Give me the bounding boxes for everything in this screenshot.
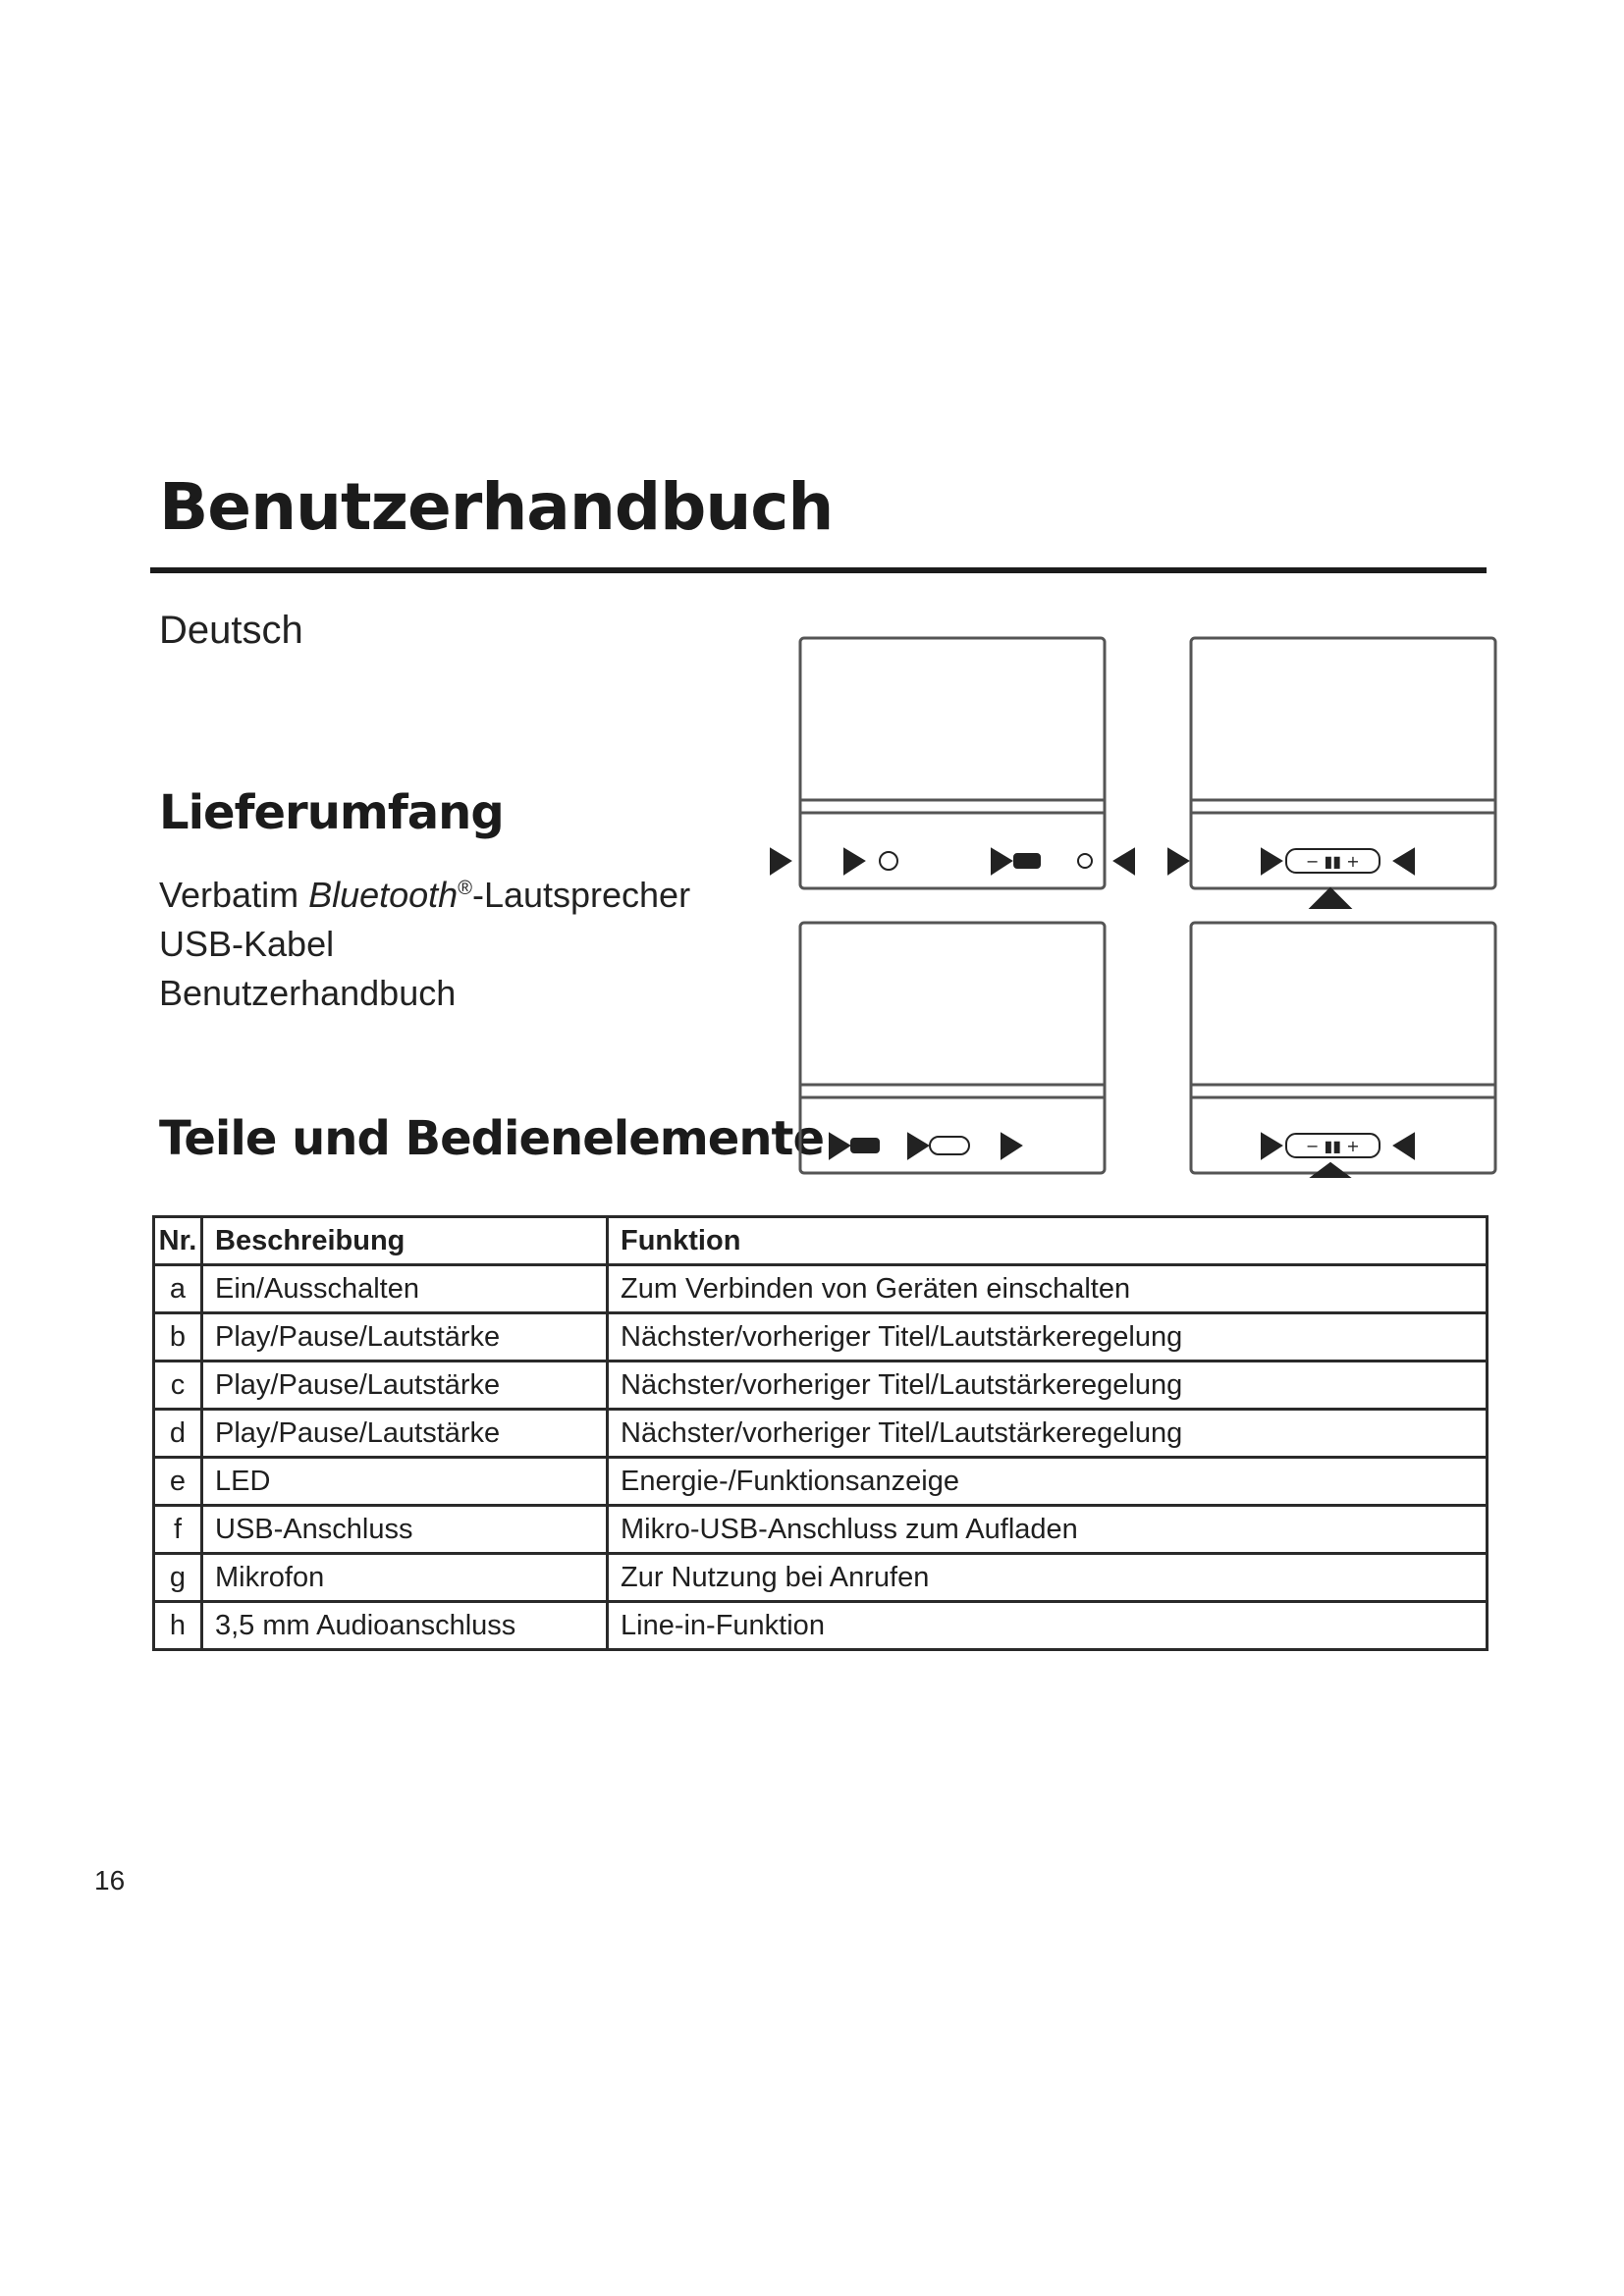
col-header-function: Funktion: [608, 1217, 1488, 1265]
scope-item: Verbatim Bluetooth®-Lautsprecher: [159, 875, 691, 915]
cell-function: Zur Nutzung bei Anrufen: [608, 1554, 1488, 1602]
scope-item: Benutzerhandbuch: [159, 973, 457, 1013]
cell-description: LED: [202, 1458, 608, 1506]
title-divider: [150, 567, 1487, 573]
speaker-diagram-icon: [761, 628, 1517, 1178]
scope-heading: Lieferumfang: [159, 785, 504, 840]
cell-nr: a: [154, 1265, 202, 1313]
col-header-description: Beschreibung: [202, 1217, 608, 1265]
page-title: Benutzerhandbuch: [159, 469, 834, 545]
table-header-row: [154, 1217, 1488, 1265]
table-row: [154, 1602, 1488, 1650]
cell-nr: g: [154, 1554, 202, 1602]
table-row: [154, 1458, 1488, 1506]
cell-function: Mikro-USB-Anschluss zum Aufladen: [608, 1506, 1488, 1554]
cell-nr: b: [154, 1313, 202, 1362]
cell-nr: f: [154, 1506, 202, 1554]
cell-description: Mikrofon: [202, 1554, 608, 1602]
language-label: Deutsch: [159, 609, 303, 652]
cell-description: Play/Pause/Lautstärke: [202, 1362, 608, 1410]
cell-nr: d: [154, 1410, 202, 1458]
cell-nr: c: [154, 1362, 202, 1410]
cell-function: Zum Verbinden von Geräten einschalten: [608, 1265, 1488, 1313]
cell-description: Play/Pause/Lautstärke: [202, 1313, 608, 1362]
cell-function: Nächster/vorheriger Titel/Lautstärkeregelung: [608, 1410, 1488, 1458]
cell-nr: h: [154, 1602, 202, 1650]
scope-item: USB-Kabel: [159, 924, 335, 964]
cell-description: Play/Pause/Lautstärke: [202, 1410, 608, 1458]
table-row: [154, 1313, 1488, 1362]
table-row: [154, 1265, 1488, 1313]
parts-heading: Teile und Bedienelemente: [159, 1111, 824, 1166]
cell-function: Nächster/vorheriger Titel/Lautstärkeregelung: [608, 1362, 1488, 1410]
scope-list: [159, 864, 690, 1018]
table-row: [154, 1506, 1488, 1554]
table-row: [154, 1554, 1488, 1602]
parts-table: [152, 1215, 1489, 1651]
col-header-nr: Nr.: [154, 1217, 202, 1265]
svg-text:− ▮▮ +: − ▮▮ +: [1306, 1137, 1360, 1155]
cell-nr: e: [154, 1458, 202, 1506]
page-number: 16: [94, 1865, 126, 1896]
cell-function: Nächster/vorheriger Titel/Lautstärkeregelung: [608, 1313, 1488, 1362]
cell-function: Energie-/Funktionsanzeige: [608, 1458, 1488, 1506]
table-row: [154, 1410, 1488, 1458]
svg-text:− ▮▮ +: − ▮▮ +: [1306, 852, 1360, 871]
cell-function: Line-in-Funktion: [608, 1602, 1488, 1650]
table-row: [154, 1362, 1488, 1410]
cell-description: 3,5 mm Audioanschluss: [202, 1602, 608, 1650]
cell-description: USB-Anschluss: [202, 1506, 608, 1554]
cell-description: Ein/Ausschalten: [202, 1265, 608, 1313]
